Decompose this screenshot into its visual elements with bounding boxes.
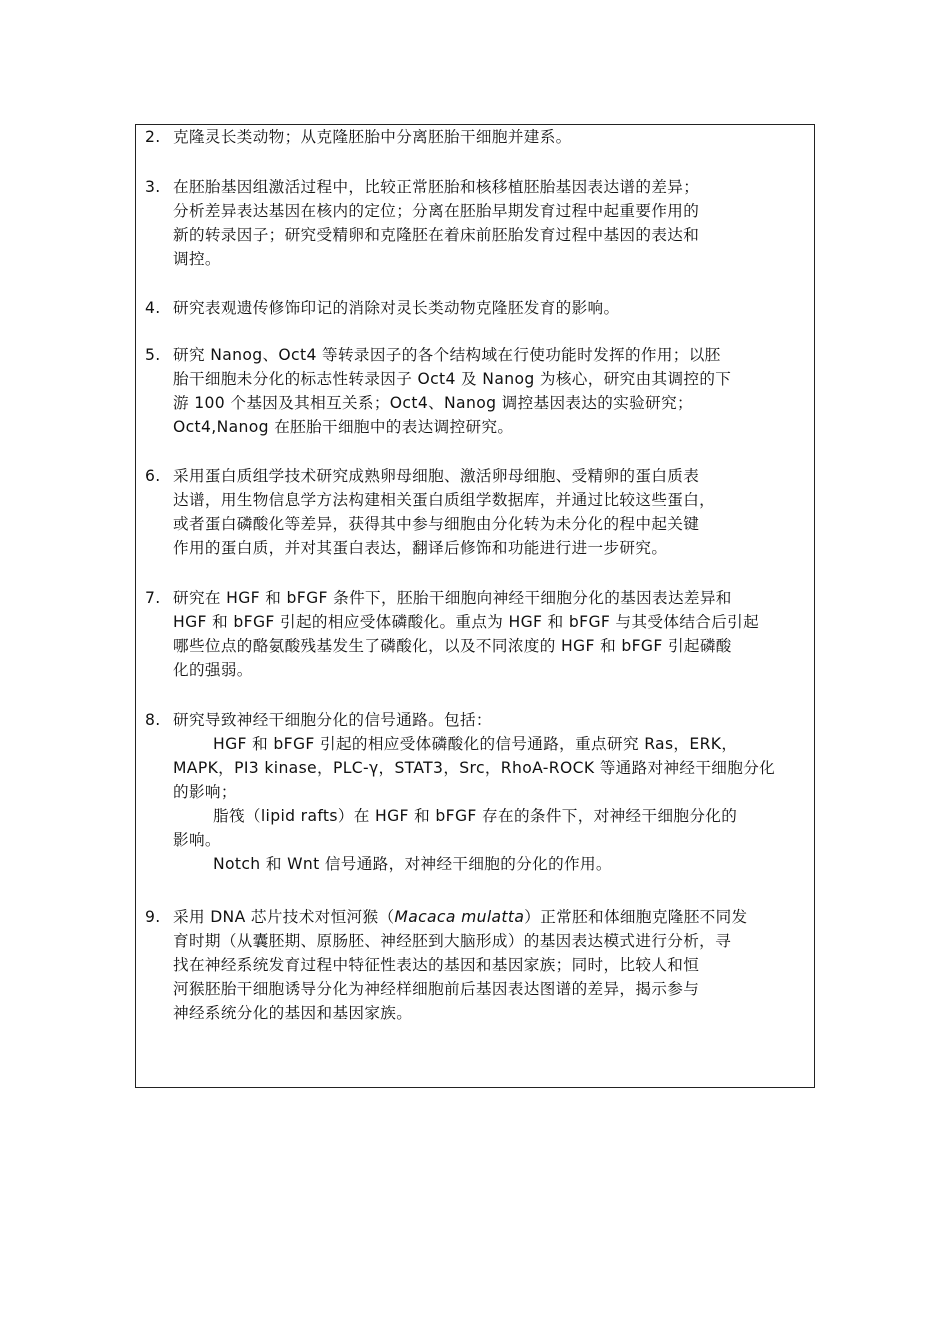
item-text-line: 河猴胚胎干细胞诱导分化为神经样细胞前后基因表达图谱的差异，揭示参与 [173, 980, 700, 998]
item-text-line: MAPK，PI3 kinase，PLC-γ，STAT3，Src，RhoA-ROCK 等通路对神经干细胞分化 [173, 759, 776, 777]
item-number: 7. [145, 589, 161, 607]
item-number: 6. [145, 467, 161, 485]
item-number: 8. [145, 711, 161, 729]
species-name: Macaca mulatta [394, 908, 525, 926]
item-text-line: 在胚胎基因组激活过程中，比较正常胚胎和核移植胚胎基因表达谱的差异； [173, 178, 700, 196]
item-text-line: 影响。 [173, 831, 221, 849]
item-text-line: 研究导致神经干细胞分化的信号通路。包括： [173, 711, 492, 729]
item-text-line: 调控。 [173, 250, 221, 268]
list-item [145, 296, 810, 320]
list-item [145, 708, 810, 876]
item-text-line: 克隆灵长类动物；从克隆胚胎中分离胚胎干细胞并建系。 [173, 128, 572, 146]
list-item [145, 125, 810, 149]
item-number: 3. [145, 178, 161, 196]
item-text-segment: 采用 DNA 芯片技术对恒河猴（ [173, 908, 395, 926]
item-text-segment: ）正常胚和体细胞克隆胚不同发 [524, 908, 748, 926]
item-text-line: 或者蛋白磷酸化等差异，获得其中参与细胞由分化转为未分化的程中起关键 [173, 515, 700, 533]
item-text-line: 神经系统分化的基因和基因家族。 [173, 1004, 413, 1022]
item-text-line: 的影响； [173, 783, 237, 801]
item-text-line: 作用的蛋白质，并对其蛋白表达，翻译后修饰和功能进行进一步研究。 [173, 539, 668, 557]
item-number: 9. [145, 908, 161, 926]
item-number: 2. [145, 128, 161, 146]
item-text-line: 研究表观遗传修饰印记的消除对灵长类动物克隆胚发育的影响。 [173, 299, 620, 317]
item-text-line: 研究 Nanog、Oct4 等转录因子的各个结构域在行使功能时发挥的作用；以胚 [173, 346, 721, 364]
item-text-line [173, 905, 810, 929]
item-text-line: 化的强弱。 [173, 661, 253, 679]
item-text-line: 育时期（从囊胚期、原肠胚、神经胚到大脑形成）的基因表达模式进行分析，寻 [173, 932, 732, 950]
item-text-line: 达谱，用生物信息学方法构建相关蛋白质组学数据库，并通过比较这些蛋白， [173, 491, 716, 509]
item-text-line: 采用蛋白质组学技术研究成熟卵母细胞、激活卵母细胞、受精卵的蛋白质表 [173, 467, 700, 485]
item-text-line: Oct4,Nanog 在胚胎干细胞中的表达调控研究。 [173, 418, 514, 436]
item-number: 4. [145, 299, 161, 317]
list-item [145, 175, 810, 271]
item-text-line: 新的转录因子；研究受精卵和克隆胚在着床前胚胎发育过程中基因的表达和 [173, 226, 700, 244]
list-item [145, 343, 810, 439]
item-text-line: 研究在 HGF 和 bFGF 条件下，胚胎干细胞向神经干细胞分化的基因表达差异和 [173, 589, 732, 607]
item-text-line: HGF 和 bFGF 引起的相应受体磷酸化的信号通路，重点研究 Ras，ERK， [213, 735, 738, 753]
item-text-line: 脂筏（lipid rafts）在 HGF 和 bFGF 存在的条件下，对神经干细胞分化的 [213, 807, 738, 825]
item-text-line: Notch 和 Wnt 信号通路，对神经干细胞的分化的作用。 [213, 855, 612, 873]
item-number: 5. [145, 346, 161, 364]
item-text-line: 游 100 个基因及其相互关系；Oct4、Nanog 调控基因表达的实验研究； [173, 394, 693, 412]
item-text-line: 找在神经系统发育过程中特征性表达的基因和基因家族；同时，比较人和恒 [173, 956, 700, 974]
item-text-line: 哪些位点的酪氨酸残基发生了磷酸化，以及不同浓度的 HGF 和 bFGF 引起磷酸 [173, 637, 732, 655]
item-text-line: 胎干细胞未分化的标志性转录因子 Oct4 及 Nanog 为核心，研究由其调控的下 [173, 370, 732, 388]
list-item [145, 905, 810, 1025]
item-text-line: HGF 和 bFGF 引起的相应受体磷酸化。重点为 HGF 和 bFGF 与其受体结合后引起 [173, 613, 760, 631]
list-item [145, 586, 810, 682]
item-text-line: 分析差异表达基因在核内的定位；分离在胚胎早期发育过程中起重要作用的 [173, 202, 700, 220]
list-item [145, 464, 810, 560]
